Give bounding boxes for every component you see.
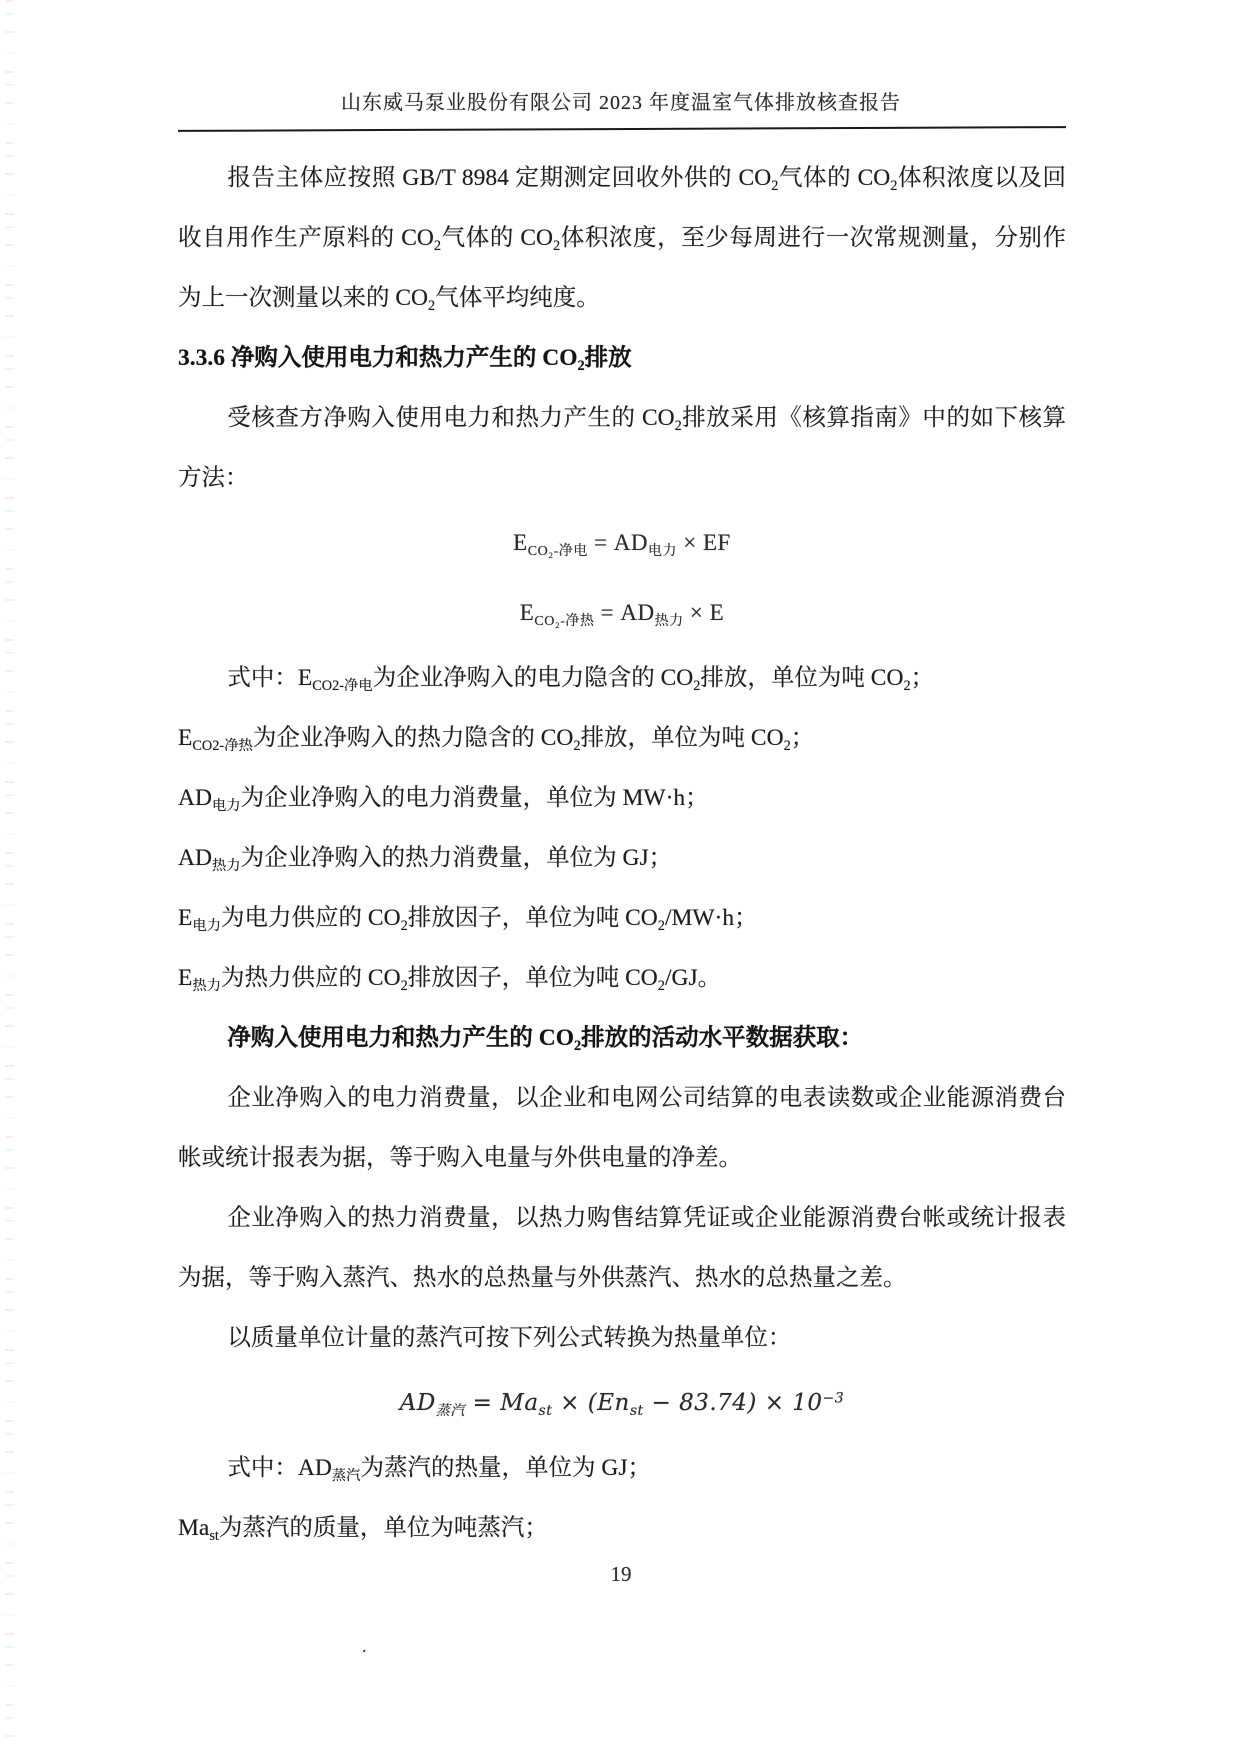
formula-net-heat-emission: $E_{CO_2-净热} = AD_{热力} \times E$ — [519, 600, 725, 629]
activity-data-heading: 净购入使用电力和热力产生的 $CO_2$排放的活动水平数据获取： — [227, 1025, 864, 1055]
page-header-title: 山东威马泵业股份有限公司 2023 年度温室气体排放核查报告 — [341, 92, 901, 114]
formula-net-electricity-emission: $E_{CO_2-净电} = AD_{电力}$ × EF — [513, 530, 731, 559]
definition-e-co2-heat: $E_{CO2-净热}$为企业净购入的热力隐含的 $CO_2$排放，单位为吨 $CO_2$； — [178, 725, 815, 755]
paragraph-method-intro: 受核查方净购入使用电力和热力产生的 $CO_2$排放采用《核算指南》中的如下核算方法： — [178, 405, 1066, 491]
definition-e-co2-electricity: 式中：$E_{CO2-净电}$为企业净购入的电力隐含的 $CO_2$排放，单位为吨 $CO_2$； — [227, 665, 935, 695]
definition-ad-heat: $AD_{热力}$为企业净购入的热力消费量，单位为 GJ； — [178, 845, 673, 875]
scanner-edge-noise — [5, 0, 14, 1754]
formula-steam-heat-conversion: $AD_{蒸汽} = Ma_{st} \times (En_{st} - 83.74) \times 10^{-3}$ — [399, 1390, 845, 1419]
paragraph-electricity-consumption: 企业净购入的电力消费量，以企业和电网公司结算的电表读数或企业能源消费台帐或统计报表为据，等于购入电量与外供电量的净差。 — [178, 1085, 1066, 1171]
section-heading-3-3-6: 3.3.6 净购入使用电力和热力产生的 $CO_2$排放 — [178, 345, 632, 375]
paragraph-steam-conversion-intro: 以质量单位计量的蒸汽可按下列公式转换为热量单位： — [227, 1325, 792, 1351]
definition-ad-electricity: $AD_{电力}$为企业净购入的电力消费量，单位为 MW·h； — [178, 785, 709, 815]
definition-ma-steam: $Ma_{st}$为蒸汽的质量，单位为吨蒸汽； — [178, 1515, 548, 1545]
definition-ef-electricity: $E_{电力}$为电力供应的 $CO_2$排放因子，单位为吨 $CO_2/MW\cdot h$； — [178, 905, 758, 935]
definition-ef-heat: $E_{热力}$为热力供应的 $CO_2$排放因子，单位为吨 $CO_2/GJ$。 — [178, 965, 722, 995]
paragraph-co2-measurement: 报告主体应按照 GB/T 8984 定期测定回收外供的 $CO_2$气体的 $CO_2$体积浓度以及回收自用作生产原料的 $CO_2$气体的 $CO_2$体积浓度，至少每周进行一次常规测量，分别作为上一次测量以来的 $CO_2$气体平均纯度。 — [178, 165, 1067, 315]
header-divider-line — [178, 126, 1066, 132]
paragraph-heat-consumption: 企业净购入的热力消费量，以热力购售结算凭证或企业能源消费台帐或统计报表为据，等于购入蒸汽、热水的总热量与外供蒸汽、热水的总热量之差。 — [178, 1205, 1066, 1291]
document-body — [178, 148, 1066, 1558]
page-number: 19 — [610, 1562, 632, 1586]
definition-ad-steam: 式中：$AD_{蒸汽}$为蒸汽的热量，单位为 GJ； — [227, 1455, 651, 1485]
scan-artifact-dot: . — [362, 1636, 367, 1656]
